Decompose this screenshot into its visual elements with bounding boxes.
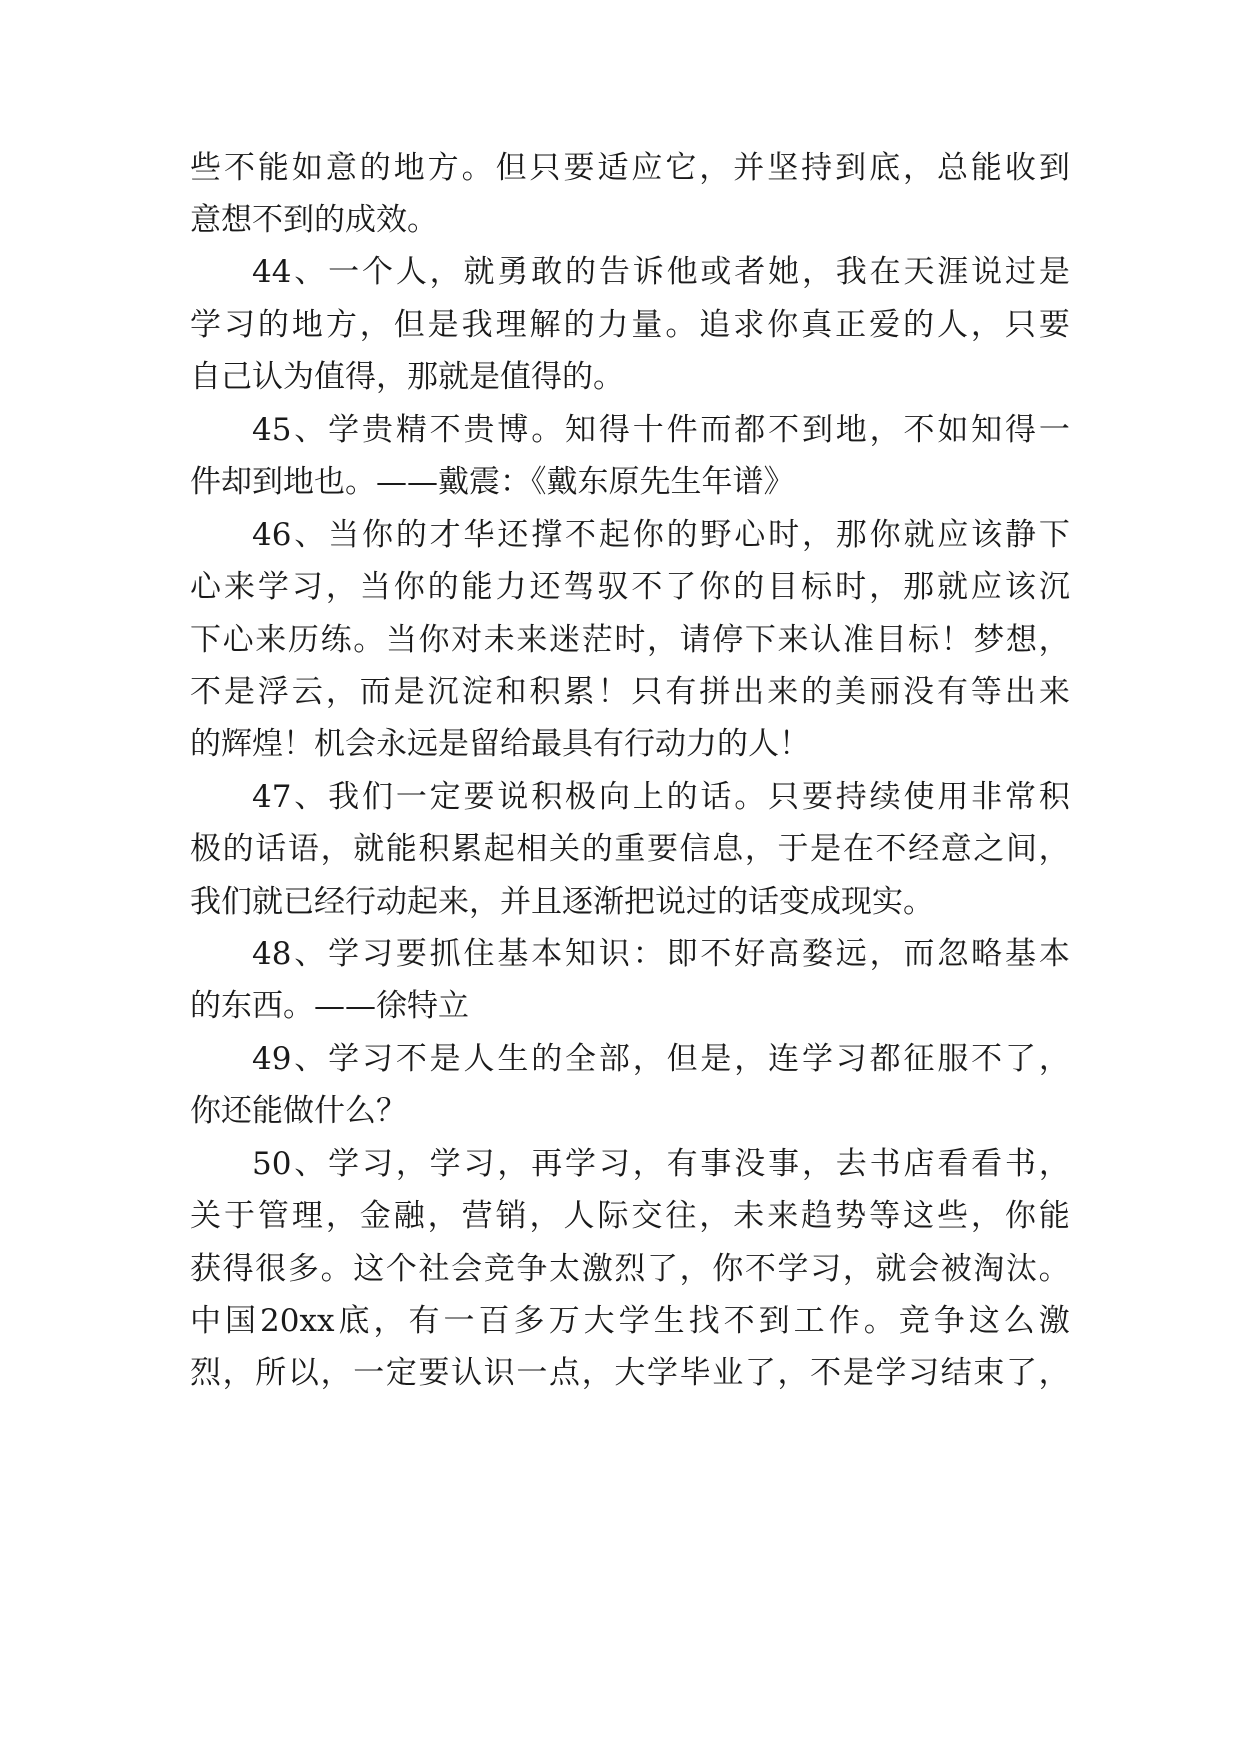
text-line: 的辉煌！机会永远是留给最具有行动力的人！ — [190, 726, 810, 762]
text-line: 不 是 浮 云 ， 而 是 沉 淀 和 积 累 ！ 只 有 拼 出 来 的 美 丽 没 有 等 出 来 — [190, 674, 1070, 710]
paragraph-45-start: 45 、 学 贵 精 不 贵 博 。 知 得 十 件 而 都 不 到 地 ， 不 如 知 得 一 — [252, 412, 1070, 448]
paragraph-46-start: 46 、 当 你 的 才 华 还 撑 不 起 你 的 野 心 时 ， 那 你 就 应 该 静 下 — [252, 517, 1070, 553]
text-line: 你还能做什么？ — [190, 1093, 407, 1129]
paragraph-47-start: 47 、 我 们 一 定 要 说 积 极 向 上 的 话 。 只 要 持 续 使 用 非 常 积 — [252, 779, 1070, 815]
text-line: 中 国 20xx 底 ， 有 一 百 多 万 大 学 生 找 不 到 工 作 。 竞 争 这 么 激 — [190, 1303, 1070, 1339]
text-line: 的东西。——徐特立 — [190, 988, 469, 1024]
text-line: 获 得 很 多 。 这 个 社 会 竞 争 太 激 烈 了 ， 你 不 学 习 ， 就 会 被 淘 汰 。 — [190, 1251, 1070, 1287]
text-line: 下 心 来 历 练 。 当 你 对 未 来 迷 茫 时 ， 请 停 下 来 认 准 目 标 ！ 梦 想 ， — [190, 622, 1070, 658]
text-line: 烈 ， 所 以 ， 一 定 要 认 识 一 点 ， 大 学 毕 业 了 ， 不 是 学 习 结 束 了 ， — [190, 1355, 1070, 1391]
paragraph-50-start: 50 、 学 习 ， 学 习 ， 再 学 习 ， 有 事 没 事 ， 去 书 店 看 看 书 ， — [252, 1146, 1070, 1182]
text-line: 心 来 学 习 ， 当 你 的 能 力 还 驾 驭 不 了 你 的 目 标 时 ， 那 就 应 该 沉 — [190, 569, 1070, 605]
paragraph-49-start: 49 、 学 习 不 是 人 生 的 全 部 ， 但 是 ， 连 学 习 都 征 服 不 了 ， — [252, 1041, 1070, 1077]
text-line: 些 不 能 如 意 的 地 方 。 但 只 要 适 应 它 ， 并 坚 持 到 底 ， 总 能 收 到 — [190, 150, 1070, 186]
paragraph-44-start: 44 、 一 个 人 ， 就 勇 敢 的 告 诉 他 或 者 她 ， 我 在 天 涯 说 过 是 — [252, 254, 1070, 290]
text-line: 关 于 管 理 ， 金 融 ， 营 销 ， 人 际 交 往 ， 未 来 趋 势 等 这 些 ， 你 能 — [190, 1198, 1070, 1234]
text-line: 自己认为值得，那就是值得的。 — [190, 359, 624, 395]
text-line: 意想不到的成效。 — [190, 202, 438, 238]
paragraph-48-start: 48 、 学 习 要 抓 住 基 本 知 识 ： 即 不 好 高 婺 远 ， 而 忽 略 基 本 — [252, 936, 1070, 972]
text-line: 极 的 话 语 ， 就 能 积 累 起 相 关 的 重 要 信 息 ， 于 是 在 不 经 意 之 间 ， — [190, 831, 1070, 867]
text-line: 件却到地也。——戴震：《戴东原先生年谱》 — [190, 464, 795, 500]
text-line: 学 习 的 地 方 ， 但 是 我 理 解 的 力 量 。 追 求 你 真 正 爱 的 人 ， 只 要 — [190, 307, 1070, 343]
text-line: 我们就已经行动起来，并且逐渐把说过的话变成现实。 — [190, 884, 934, 920]
